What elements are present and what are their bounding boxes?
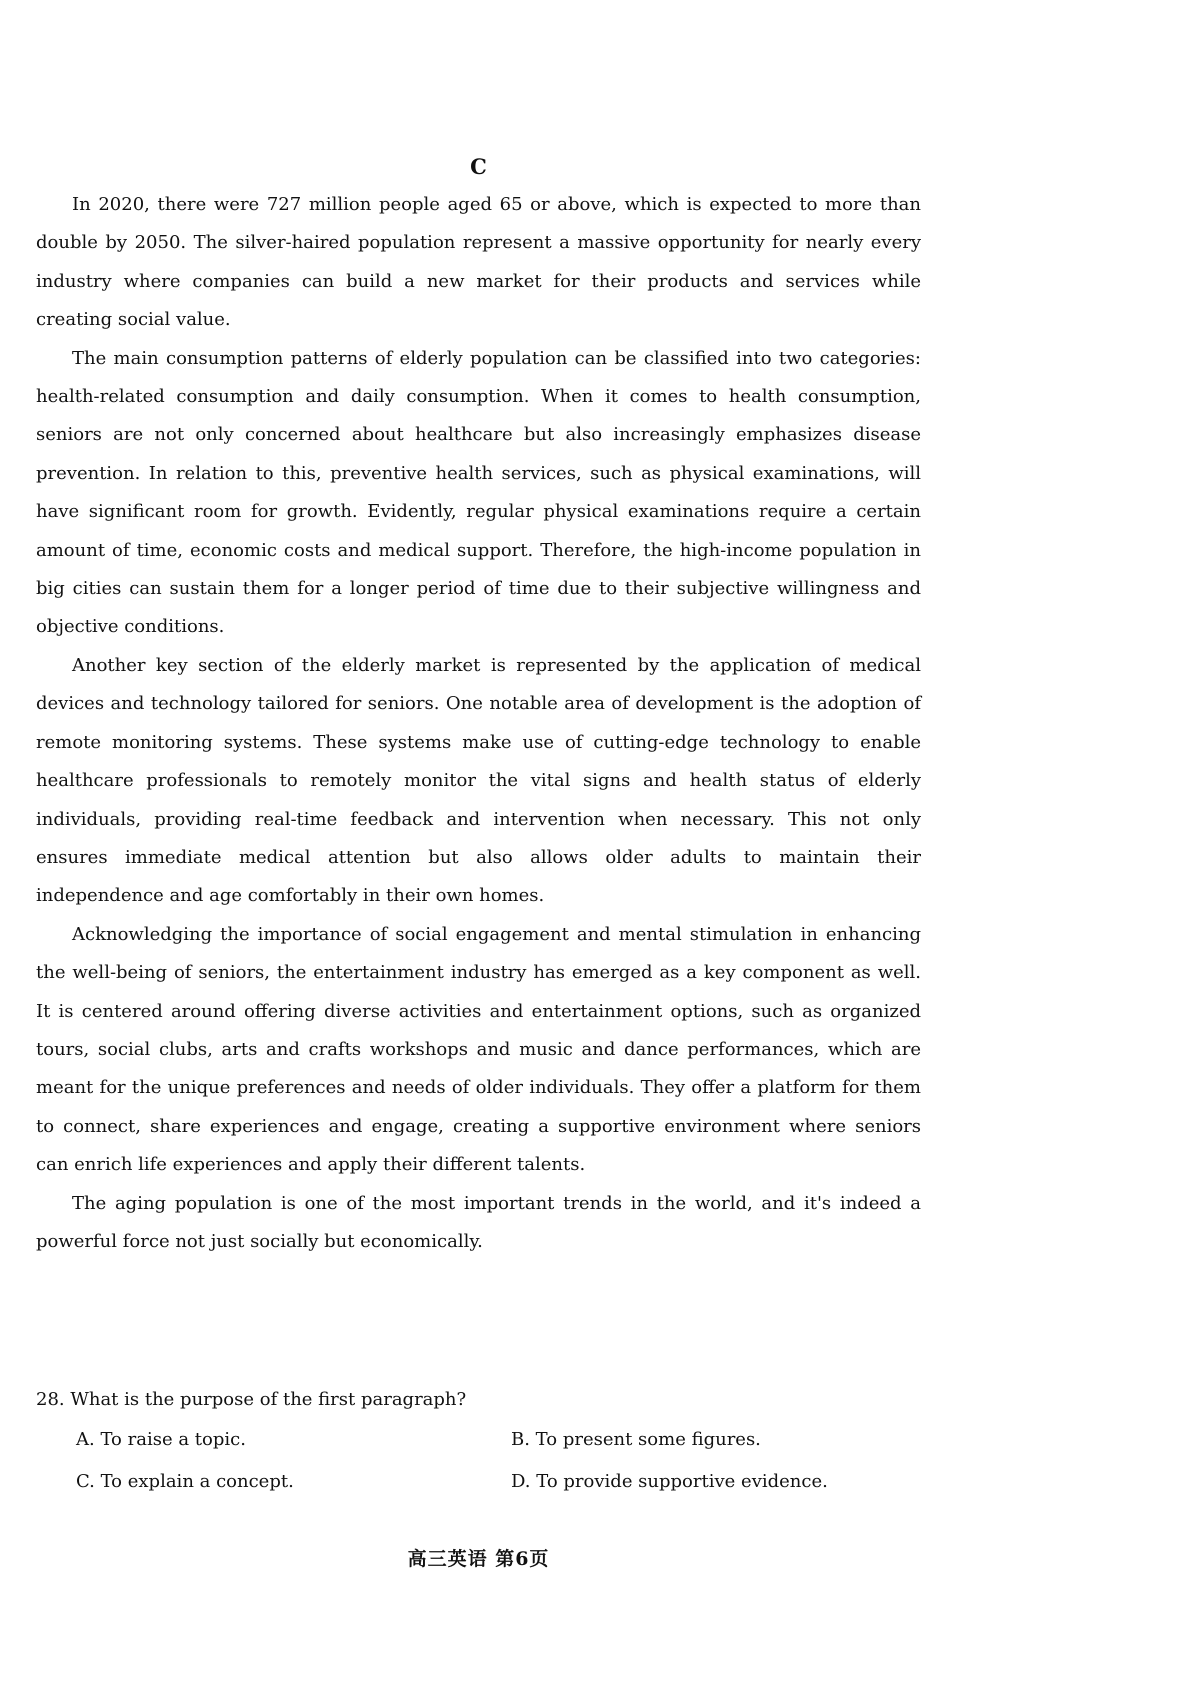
paragraph-3: Another key section of the elderly market is represented by the application of medical devices and technology tailored for seniors. One notable area of development is the adoption of remote monitoring systems. These systems make use of cutting-edge technology to enable healthcare professionals to remotely monitor the vital signs and health status of elderly individuals, providing real-time feedback and intervention when necessary. This not only ensures immediate medical attention but also allows older adults to maintain their independence and age comfortably in their own homes. bbox=[36, 654, 921, 907]
question-stem: 28. What is the purpose of the first paragraph? bbox=[36, 1389, 467, 1410]
exam-page bbox=[36, 0, 921, 1698]
paragraph-1: In 2020, there were 727 million people aged 65 or above, which is expected to more than double by 2050. The silver-haired population represent a massive opportunity for nearly every industry where companies can build a new market for their products and services while creating social value. bbox=[36, 194, 921, 331]
paragraph-5: The aging population is one of the most important trends in the world, and it's indeed a powerful force not just socially but economically. bbox=[36, 1192, 921, 1252]
answer-options bbox=[36, 1420, 881, 1502]
question-28 bbox=[36, 1380, 921, 1502]
option-d: D. To provide supportive evidence. bbox=[511, 1471, 828, 1492]
paragraph-2: The main consumption patterns of elderly population can be classified into two categories: health-related consumption and daily consumption. When it comes to health consumption, seniors are not only concerned about healthcare but also increasingly emphasizes disease prevention. In relation to this, preventive health services, such as physical examinations, will have significant room for growth. Evidently, regular physical examinations require a certain amount of time, economic costs and medical support. Therefore, the high-income population in big cities can sustain them for a longer period of time due to their subjective willingness and objective conditions. bbox=[36, 347, 921, 638]
paragraph-4: Acknowledging the importance of social engagement and mental stimulation in enhancing the well-being of seniors, the entertainment industry has emerged as a key component as well. It is centered around offering diverse activities and entertainment options, such as organized tours, social clubs, arts and crafts workshops and music and dance performances, which are meant for the unique preferences and needs of older individuals. They offer a platform for them to connect, share experiences and engage, creating a supportive environment where seniors can enrich life experiences and apply their different talents. bbox=[36, 923, 921, 1176]
option-a: A. To raise a topic. bbox=[76, 1429, 246, 1450]
option-c: C. To explain a concept. bbox=[76, 1471, 294, 1492]
page-footer: 高三英语 第6页 bbox=[407, 1548, 550, 1570]
section-heading: C bbox=[470, 154, 487, 179]
option-b: B. To present some figures. bbox=[511, 1429, 761, 1450]
reading-passage bbox=[36, 186, 921, 1261]
